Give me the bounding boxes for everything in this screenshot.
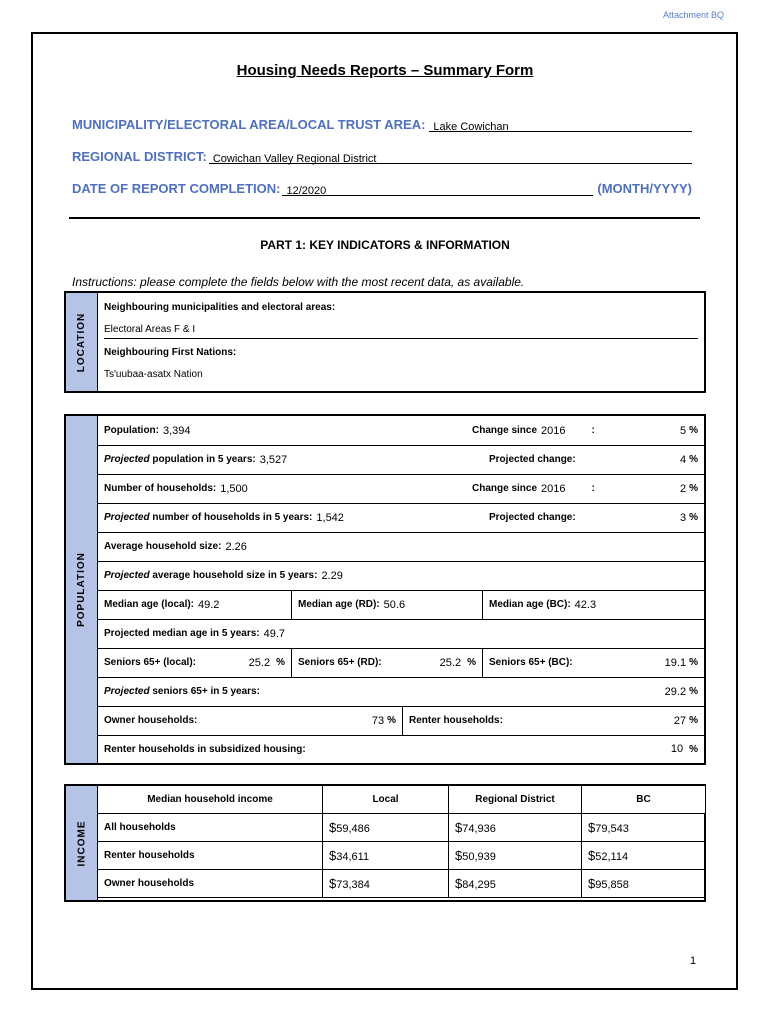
income-section [64, 784, 706, 902]
form-title: Housing Needs Reports – Summary Form [236, 62, 534, 79]
income-header-row: Median household income Local Regional District BC [98, 786, 706, 814]
avg-household-value[interactable]: 2.26 [225, 540, 247, 553]
income-cell[interactable]: $73,384 [323, 870, 449, 898]
population-section [64, 414, 706, 765]
part1-title: PART 1: KEY INDICATORS & INFORMATION [260, 238, 510, 252]
households-value[interactable]: 1,500 [220, 482, 248, 495]
income-cell[interactable]: $50,939 [449, 842, 582, 870]
municipality-field[interactable]: Lake Cowichan [429, 115, 692, 132]
income-cell[interactable]: $79,543 [582, 814, 706, 842]
renter-value[interactable]: 27 [673, 714, 687, 727]
page-number: 1 [690, 955, 697, 967]
income-cell[interactable]: $34,611 [323, 842, 449, 870]
projected-seniors-value[interactable]: 29.2 [664, 685, 687, 698]
section-divider [69, 217, 700, 219]
projected-avg-household-row: Projected average household size in 5 years: 2.29 [98, 561, 704, 591]
projected-median-value[interactable]: 49.7 [263, 627, 286, 640]
date-field[interactable]: 12/2020 [282, 179, 593, 196]
income-cell[interactable]: $74,936 [449, 814, 582, 842]
income-side-label: INCOME [66, 786, 98, 900]
population-value[interactable]: 3,394 [163, 424, 191, 437]
projected-households-value[interactable]: 1,542 [316, 511, 344, 524]
projected-population-change[interactable]: 4 [679, 453, 687, 466]
projected-households-row: Projected number of households in 5 years: 1,542 Projected change: 3 % [98, 503, 704, 533]
projected-population-row: Projected population in 5 years: 3,527 Projected change: 4 % [98, 445, 704, 475]
table-row: All households $59,486 $74,936 $79,543 [98, 814, 706, 842]
income-cell[interactable]: $95,858 [582, 870, 706, 898]
table-row: Renter households $34,611 $50,939 $52,114 [98, 842, 706, 870]
location-section [64, 291, 706, 393]
households-row: Number of households: 1,500 Change since 2016 : 2 % [98, 474, 704, 504]
population-side-label: POPULATION [66, 416, 98, 763]
population-change[interactable]: 5 [679, 424, 687, 437]
instructions: Instructions: please complete the fields below with the most recent data, as available. [72, 275, 525, 289]
date-suffix: (MONTH/YYYY) [597, 181, 692, 196]
projected-households-change[interactable]: 3 [679, 511, 687, 524]
owner-value[interactable]: 73 [371, 714, 385, 727]
income-table [97, 785, 706, 898]
projected-avg-household-value[interactable]: 2.29 [321, 569, 343, 582]
date-label: DATE OF REPORT COMPLETION: [72, 181, 281, 196]
projected-seniors-row: Projected seniors 65+ in 5 years: 29.2 % [98, 677, 704, 707]
first-nations-field[interactable]: Ts'uubaa-asatx Nation [104, 369, 203, 380]
projected-median-row: Projected median age in 5 years: 49.7 [98, 619, 704, 649]
income-cell[interactable]: $84,295 [449, 870, 582, 898]
table-row: Owner households $73,384 $84,295 $95,858 [98, 870, 706, 898]
municipality-label: MUNICIPALITY/ELECTORAL AREA/LOCAL TRUST AREA: [72, 117, 426, 132]
income-cell[interactable]: $52,114 [582, 842, 706, 870]
tenure-row: Owner households: 73 % Renter households: 27 % [98, 706, 704, 736]
median-age-row: Median age (local): 49.2 Median age (RD): 50.6 Median age (BC): 42.3 [98, 590, 704, 620]
median-rd-value[interactable]: 50.6 [383, 598, 406, 611]
location-side-label: LOCATION [66, 293, 98, 391]
seniors-local-value[interactable]: 25.2 [248, 656, 271, 669]
regional-row [72, 147, 692, 164]
subsidized-row: Renter households in subsidized housing: 10 % [104, 743, 698, 755]
population-row: Population: 3,394 Change since 2016 : 5 % [98, 416, 704, 446]
median-bc-value[interactable]: 42.3 [574, 598, 597, 611]
population-rows [98, 416, 704, 763]
seniors-bc-value[interactable]: 19.1 [664, 656, 687, 669]
subsidized-value[interactable]: 10 [670, 743, 684, 755]
first-nations-label: Neighbouring First Nations: [104, 347, 237, 358]
seniors-rd-value[interactable]: 25.2 [439, 656, 462, 669]
projected-population-value[interactable]: 3,527 [259, 453, 288, 466]
neighbouring-label: Neighbouring municipalities and electoral areas: [104, 302, 336, 313]
households-change[interactable]: 2 [679, 482, 687, 495]
median-local-value[interactable]: 49.2 [198, 598, 220, 611]
avg-household-row: Average household size: 2.26 [98, 532, 704, 562]
regional-field[interactable]: Cowichan Valley Regional District [209, 147, 692, 164]
income-cell[interactable]: $59,486 [323, 814, 449, 842]
seniors-row: Seniors 65+ (local): 25.2 % Seniors 65+ (RD): 25.2 % Seniors 65+ (BC): 19.1 % [98, 648, 704, 678]
regional-label: REGIONAL DISTRICT: [72, 149, 207, 164]
date-row [72, 179, 692, 196]
municipality-row [72, 115, 692, 132]
attachment-label: Attachment BQ [662, 10, 724, 20]
neighbouring-field[interactable]: Electoral Areas F & I [104, 324, 698, 339]
